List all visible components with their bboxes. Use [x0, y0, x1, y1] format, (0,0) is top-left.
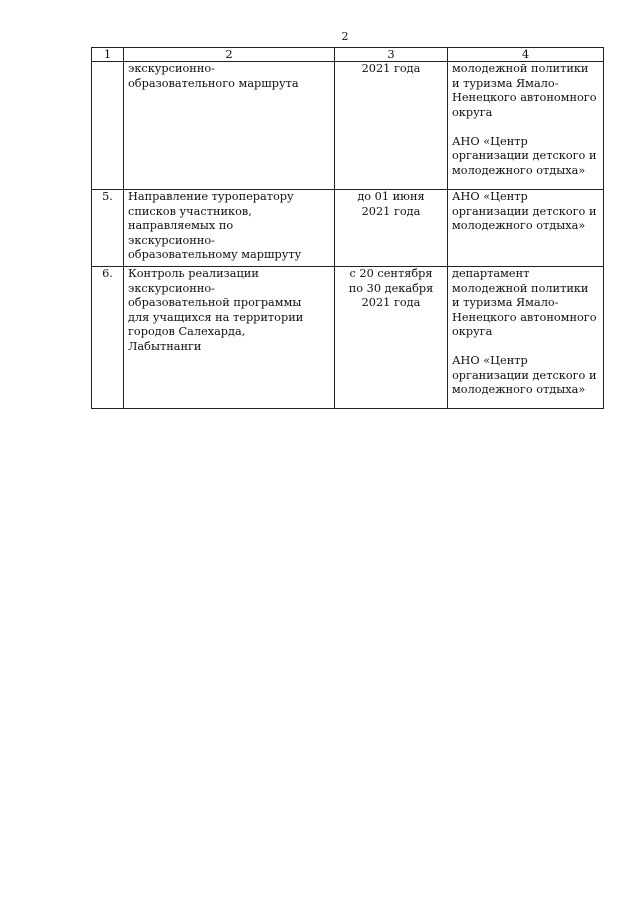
- header-col-2: 2: [124, 48, 335, 62]
- responsible-line: молодежного отдыха»: [452, 163, 586, 177]
- task-line: Контроль реализации: [128, 267, 259, 280]
- responsible-line: округа: [452, 105, 493, 119]
- task-cell: [124, 190, 335, 267]
- responsible-line: и туризма Ямало-: [452, 76, 559, 90]
- task-line: городов Салехарда,: [128, 325, 246, 338]
- responsible-line: АНО «Центр: [452, 134, 528, 148]
- responsible-line: АНО «Центр: [452, 190, 528, 203]
- table-row: [92, 267, 604, 409]
- responsible-line: Ненецкого автономного: [452, 91, 597, 104]
- table-row: [92, 190, 604, 267]
- task-line: образовательной программы: [128, 296, 302, 309]
- deadline-line: по 30 декабря: [348, 281, 434, 295]
- deadline-cell: [335, 267, 448, 409]
- task-line: списков участников,: [128, 204, 252, 218]
- task-line: Направление туроператору: [128, 190, 294, 203]
- responsible-line: организации детского и: [452, 149, 597, 162]
- plan-table: [91, 47, 604, 409]
- task-cell: [124, 267, 335, 409]
- deadline-cell: [335, 190, 448, 267]
- header-col-4: 4: [448, 48, 604, 62]
- deadline-line: 2021 года: [361, 204, 421, 218]
- task-line: образовательного маршрута: [128, 76, 299, 90]
- responsible-line: молодежного отдыха»: [452, 383, 586, 396]
- table-body: [92, 62, 604, 409]
- responsible-line: департамент: [452, 267, 530, 280]
- task-line: образовательному маршруту: [128, 248, 302, 261]
- responsible-line: округа: [452, 325, 493, 338]
- task-line: направляемых по: [128, 219, 234, 232]
- row-number: 6.: [92, 267, 124, 409]
- responsible-line: организации детского и: [452, 204, 597, 218]
- paragraph-gap: [452, 340, 599, 355]
- table-row: [92, 62, 604, 190]
- responsible-line: организации детского и: [452, 368, 597, 382]
- page-number: 2: [341, 30, 349, 43]
- row-number: [92, 62, 124, 190]
- task-line: экскурсионно-: [128, 62, 215, 75]
- responsible-line: АНО «Центр: [452, 354, 528, 367]
- task-line: экскурсионно-: [128, 281, 215, 295]
- paragraph-gap: [452, 120, 599, 135]
- responsible-line: молодежного отдыха»: [452, 219, 586, 232]
- task-line: для учащихся на территории: [128, 310, 304, 324]
- deadline-line: 2021 года: [361, 62, 421, 75]
- responsible-line: Ненецкого автономного: [452, 310, 597, 324]
- responsible-cell: [448, 190, 604, 267]
- row-number: 5.: [92, 190, 124, 267]
- responsible-line: молодежной политики: [452, 62, 589, 75]
- responsible-line: молодежной политики: [452, 281, 589, 295]
- responsible-cell: [448, 62, 604, 190]
- header-col-3: 3: [335, 48, 448, 62]
- responsible-line: и туризма Ямало-: [452, 296, 559, 309]
- task-cell: [124, 62, 335, 190]
- deadline-cell: [335, 62, 448, 190]
- task-line: экскурсионно-: [128, 233, 215, 247]
- responsible-cell: [448, 267, 604, 409]
- header-row: [92, 48, 604, 62]
- task-line: Лабытнанги: [128, 339, 202, 353]
- deadline-line: с 20 сентября: [349, 267, 433, 280]
- deadline-line: 2021 года: [361, 296, 421, 309]
- deadline-line: до 01 июня: [357, 190, 425, 203]
- header-col-1: 1: [92, 48, 124, 62]
